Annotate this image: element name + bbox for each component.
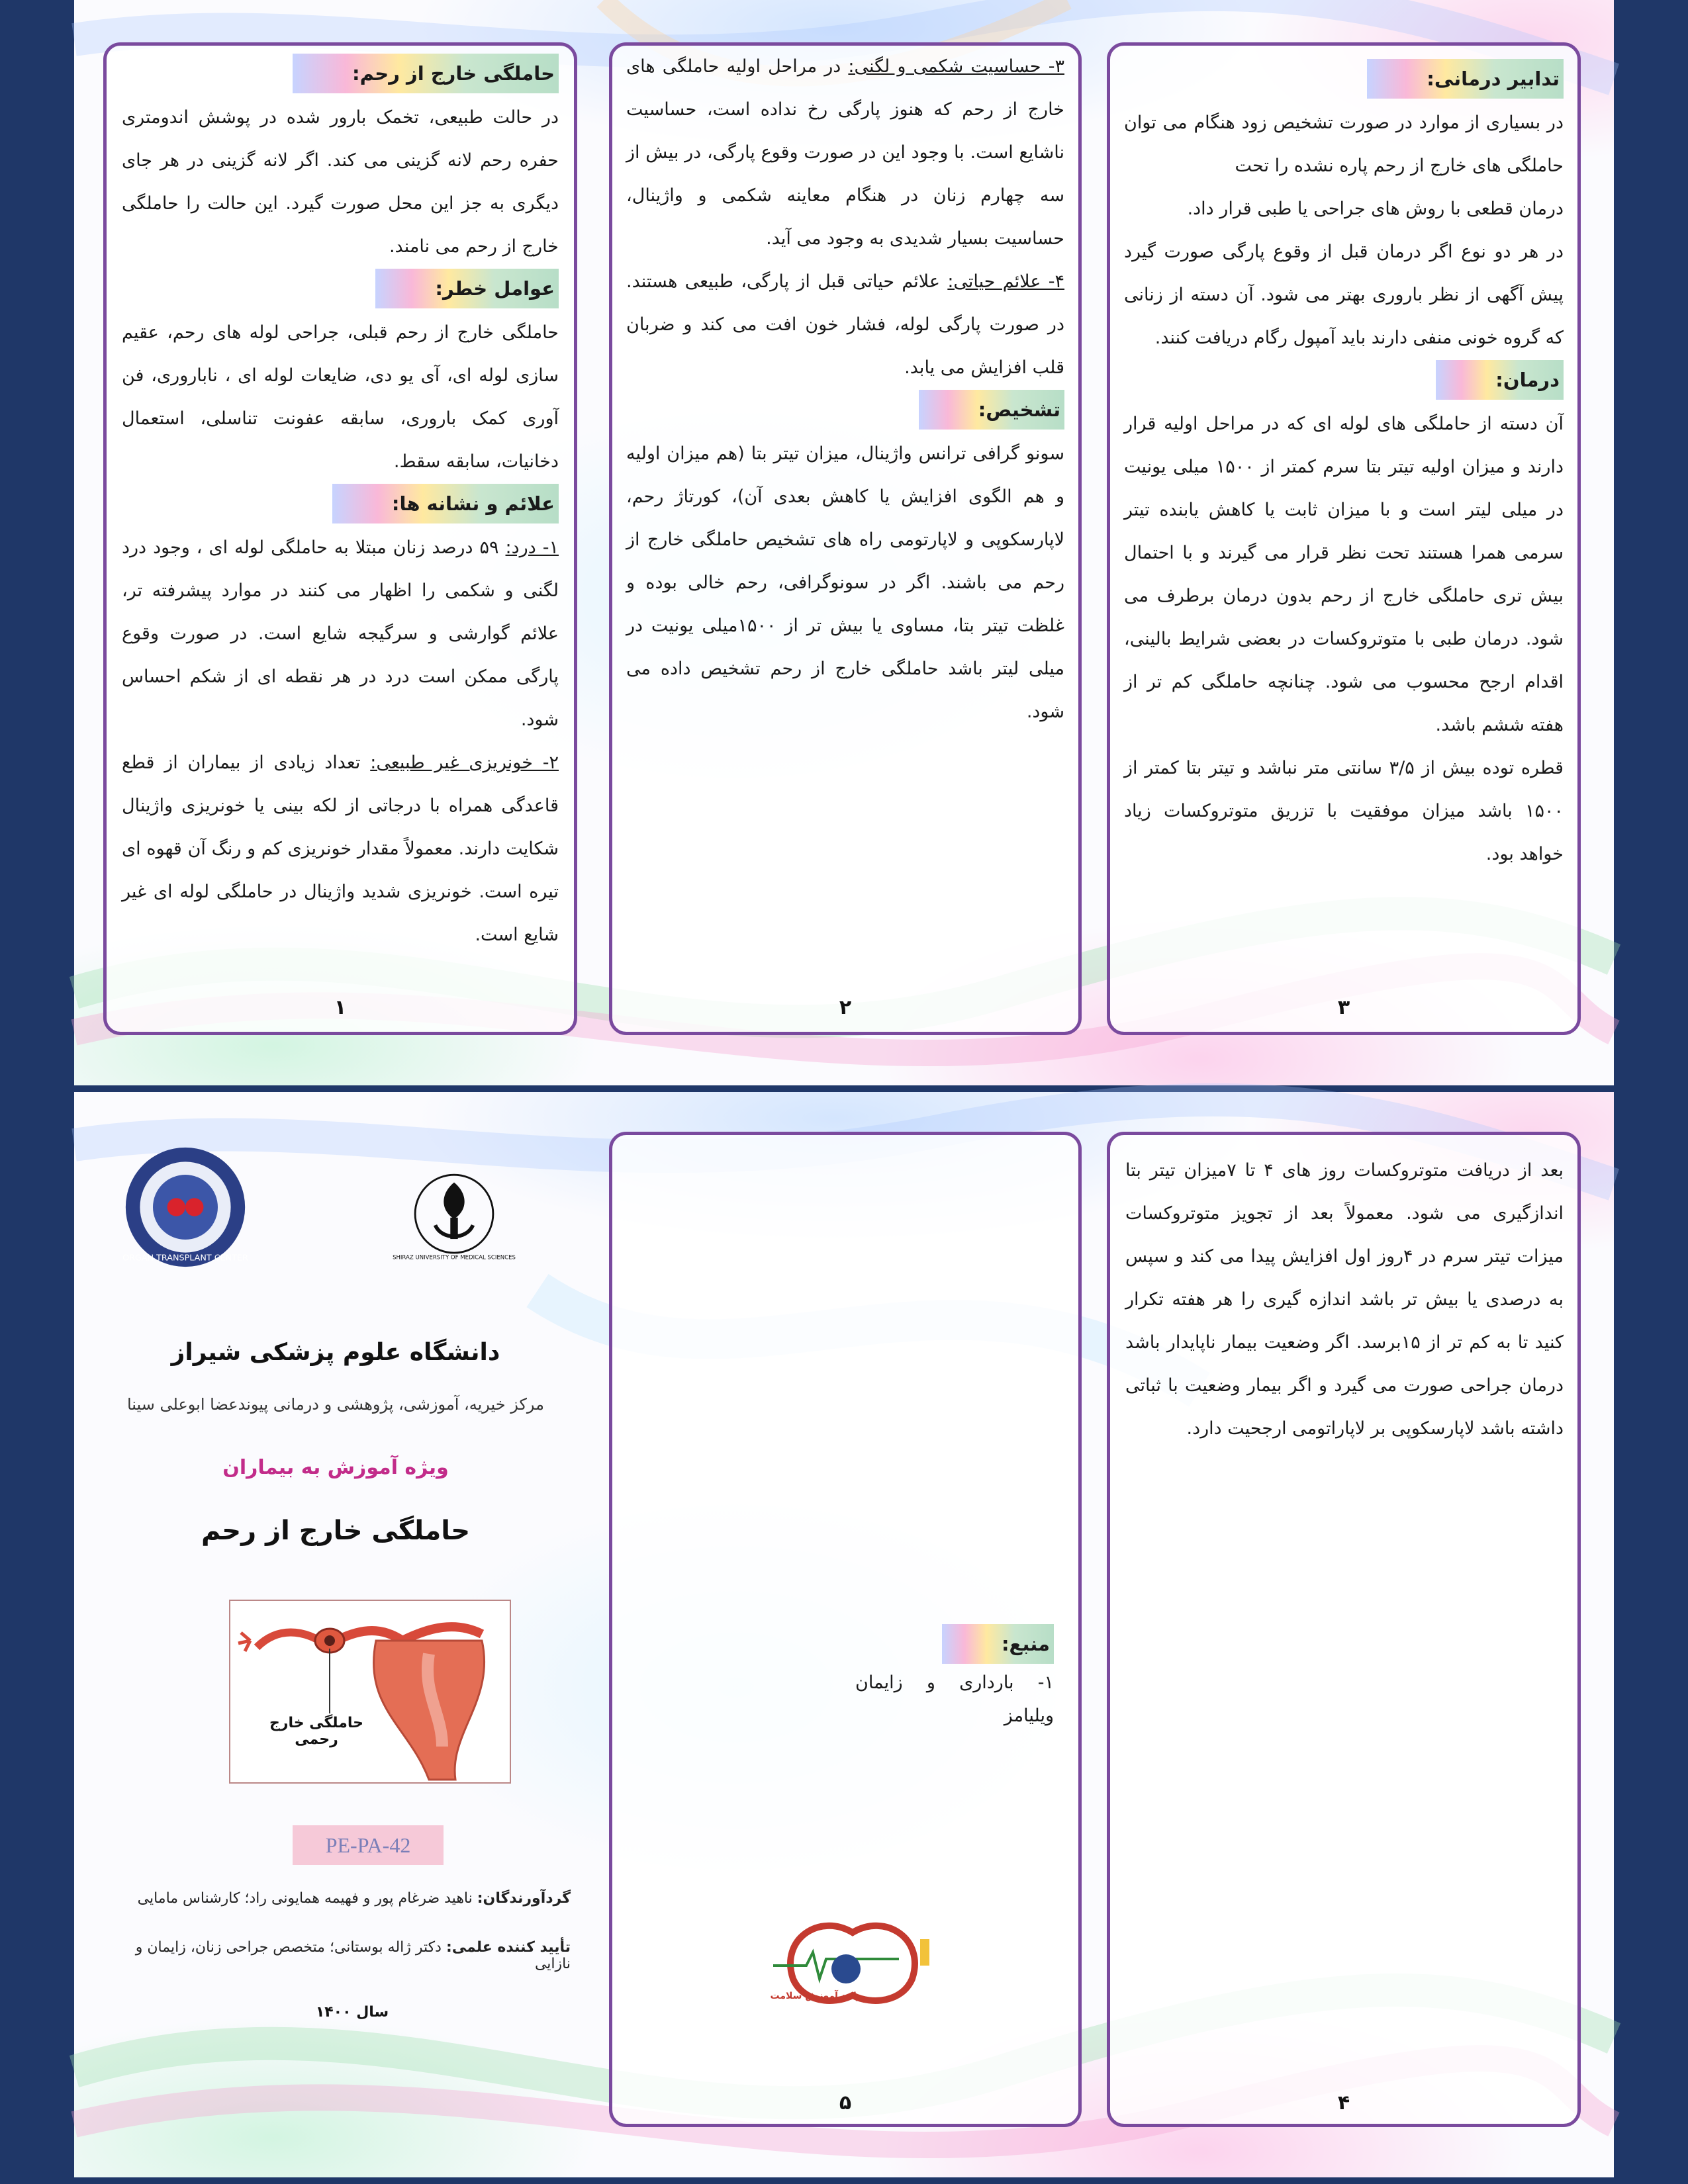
brochure-title: حاملگی خارج از رحم xyxy=(201,1516,471,1546)
shiraz-logo-text: SHIRAZ UNIVERSITY OF MEDICAL SCIENCES xyxy=(393,1254,516,1261)
approver-name: دکتر ژاله بوستانی؛ متخصص جراحی زنان، زایمان و نازایی xyxy=(135,1939,571,1972)
treatment-paragraph-a: آن دسته از حاملگی های لوله ای که در مراحل اولیه قرار دارند و میزان اولیه تیتر بتا سرم کمتر از ۱۵۰۰ میلی یونیت در میلی لیتر است و با میزان ثابت یا کاهش یابنده تیتر سرمی همرا هستند تحت نظر قرار می گیرند و با احتمال بیش تری حاملگی خارج از رحم بدون درمان برطرف می شود. درمان طبی با متوتروکسات در بعضی شرایط بالینی، اقدام ارجح محسوب می شود. چنانچه حاملگی کم تر از هفته ششم باشد. xyxy=(1124,414,1564,735)
publication-year: سال ۱۴۰۰ xyxy=(315,2004,389,2021)
cover-panel xyxy=(94,1118,584,2151)
compilers-names: ناهید ضرغام پور و فهیمه همایونی راد؛ کارشناس مامایی xyxy=(137,1890,477,1907)
otc-logo-text: ORGAN TRANSPLANT CENTER xyxy=(122,1253,248,1263)
source-item-1: ۱- بارداری و زایمان ویلیامز xyxy=(855,1672,1054,1726)
page-number-3: ۳ xyxy=(1337,996,1350,1019)
heading-signs: علائم و نشانه ها: xyxy=(332,484,559,523)
diagnosis-paragraph: سونو گرافی ترانس واژینال، میزان تیتر بتا (هم میزان اولیه و هم الگوی افزایش یا کاهش بعدی آن)، کورتاژ رحم، لاپارسکوپی و لاپارتومی راه های تشخیص حاملگی خارج از رحم می باشند. اگر در سونوگرافی، رحم خالی بوده و غلظت تیتر بتا، مساوی یا بیش تر از ۱۵۰۰میلی یونیت در میلی لیتر باشد حاملگی خارج از رحم تشخیص داده می شود. xyxy=(626,443,1064,722)
vital-signs-text: علائم حیاتی قبل از پارگی، طبیعی هستند. در صورت پارگی لوله، فشار خون افت می کند و ضربان قلب افزایش می یابد. xyxy=(626,271,1064,378)
compilers-label: گردآورندگان: xyxy=(477,1890,571,1907)
heading-diagnosis: تشخیص: xyxy=(919,390,1064,430)
panel-2-content xyxy=(626,45,1064,733)
compilers-line xyxy=(107,1890,571,1907)
ectopic-paragraph: در حالت طبیعی، تخمک بارور شده در پوشش اندومتری حفره رحم لانه گزینی می کند. اگر لانه گزینی در هر جای دیگری به جز این محل صورت گیرد. این حالت را حاملگی خارج از رحم می نامند. xyxy=(122,107,559,257)
measures-paragraph-a: در بسیاری از موارد در صورت تشخیص زود هنگام می توان حاملگی های خارج از رحم پاره نشده را تحت xyxy=(1124,113,1564,176)
tenderness-text: در مراحل اولیه حاملگی های خارج از رحم که هنوز پارگی رخ نداده است، حساسیت ناشایع است. با وجود این در صورت وقوع پارگی، در بیش از سه چهارم زنان در هنگام معاینه شکمی و واژینال، حساسیت بسیار شدیدی به وجود می آید. xyxy=(626,56,1064,249)
heading-treatment: درمان: xyxy=(1436,360,1564,400)
brochure-outside-sheet xyxy=(74,1092,1614,2177)
approver-label: تأیید کننده علمی: xyxy=(445,1939,571,1956)
heading-source: منبع: xyxy=(942,1624,1054,1664)
figure-label: حاملگی خارج رحمی xyxy=(269,1715,364,1748)
university-name: دانشگاه علوم پزشکی شیراز xyxy=(171,1339,500,1366)
tenderness-paragraph xyxy=(626,45,1064,260)
pain-text: ۵۹ درصد زنان مبتلا به حاملگی لوله ای ، وجود درد لگنی و شکمی را اظهار می کنند در موارد پیشرفته تر، علائم گوارشی و سرگیجه شایع است. در صورت وقوع پارگی ممکن است درد در هر نقطه ای از شکم احساس شود. xyxy=(122,537,559,730)
vital-signs-label: ۴- علائم حیاتی: xyxy=(947,271,1065,292)
tenderness-label: ۳- حساسیت شکمی و لگنی: xyxy=(848,56,1064,77)
bleeding-paragraph xyxy=(122,741,559,956)
heading-measures: تدابیر درمانی: xyxy=(1367,59,1564,99)
uterus-drawing xyxy=(230,1601,508,1780)
methotrexate-paragraph: بعد از دریافت متوتروکسات روز های ۴ تا ۷میزان تیتر بتا اندازگیری می شود. معمولاً بعد از تجویز متوتروکسات میزات تیتر سرم در ۴روز اول افزایش پیدا می کند و سپس به درصدی یا بیش تر باشد اندازه گیری را هر هفته تکرار کنید تا به کم تر از ۱۵برسد. اگر وضعیت بیمار ناپایدار باشد درمان جراحی صورت می گیرد و اگر بیمار وضعیت با ثباتی داشته باشد لاپارسکوپی بر لاپاراتومی ارجحیت دارد. xyxy=(1125,1160,1564,1439)
brochure-inside-sheet xyxy=(74,0,1614,1085)
sources-block xyxy=(855,1623,1054,1733)
page-number-2: ۲ xyxy=(839,996,852,1019)
page-number-4: ۴ xyxy=(1337,2091,1350,2115)
risk-paragraph: حاملگی خارج از رحم قبلی، جراحی لوله های رحم، عقیم سازی لوله ای، آی یو دی، ضایعات لوله ای ، ناباروری، فن آوری کمک باروری، سابقه عفونت تناسلی، استعمال دخانیات، سابقه سقط. xyxy=(122,322,559,472)
page-number-1: ۱ xyxy=(334,996,347,1019)
shiraz-university-logo xyxy=(393,1165,516,1265)
panel-1-content xyxy=(122,53,559,956)
pain-paragraph xyxy=(122,526,559,741)
measures-paragraph-b: درمان قطعی با روش های جراحی یا طبی قرار داد. xyxy=(1187,199,1564,219)
pain-label: ۱- درد: xyxy=(505,537,559,558)
heading-ectopic: حاملگی خارج از رحم: xyxy=(293,54,559,93)
page-number-5: ۵ xyxy=(839,2091,852,2115)
vital-signs-paragraph xyxy=(626,260,1064,389)
uterus-illustration xyxy=(229,1600,511,1784)
center-name: مرکز خیریه، آموزشی، پژوهشی و درمانی پیوندعضا ابوعلی سینا xyxy=(126,1395,545,1414)
measures-paragraph-c: در هر دو نوع اگر درمان قبل از وقوع پارگی صورت گیرد پیش آگهی از نظر باروری بهتر می شود. آن دسته از زنانی که گروه خونی منفی دارند باید آمپول رگام دریافت کنند. xyxy=(1124,242,1564,348)
health-education-unit-logo xyxy=(767,1913,939,2012)
bleeding-label: ۲- خونریزی غیر طبیعی: xyxy=(370,752,559,773)
bleeding-text: تعداد زیادی از بیماران از قطع قاعدگی همراه با درجاتی از لکه بینی یا خونریزی واژینال شکایت دارند. معمولاً مقدار خونریزی کم و رنگ آن قهوه ای تیره است. خونریزی شدید واژینال در حاملگی لوله ای غیر شایع است. xyxy=(122,752,559,945)
heading-risk-factors: عوامل خطر: xyxy=(375,269,559,308)
panel-4-content xyxy=(1125,1149,1564,1450)
health-unit-logo-text: واحد آموزش سلامت xyxy=(770,1991,863,2001)
approver-line xyxy=(107,1939,571,1972)
treatment-paragraph-b: قطره توده بیش از ۳/۵ سانتی متر نباشد و تیتر بتا کمتر از ۱۵۰۰ باشد میزان موفقیت با تزریق متوتروکسات زیاد خواهد بود. xyxy=(1124,758,1564,864)
document-code: PE-PA-42 xyxy=(293,1825,444,1865)
audience-label: ویژه آموزش به بیماران xyxy=(222,1456,449,1479)
panel-3-content xyxy=(1124,58,1564,876)
organ-transplant-center-logo xyxy=(120,1142,250,1272)
